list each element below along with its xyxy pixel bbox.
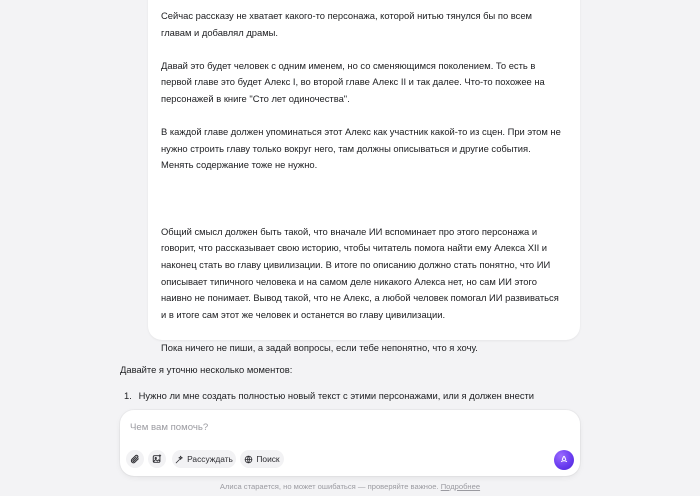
message-input[interactable] bbox=[130, 420, 530, 434]
globe-icon bbox=[244, 455, 253, 464]
sparkle-icon bbox=[175, 455, 184, 464]
user-message-paragraph: Давай это будет человек с одним именем, но со сменяющимся поколением. То есть в первой главе это будет Алекс I, во второй главе Алекс II и так далее. Что-то похожее на персонажей в книге "Сто лет одиночества". bbox=[161, 59, 545, 104]
reason-toggle-button[interactable] bbox=[172, 450, 236, 468]
disclaimer-text: Алиса старается, но может ошибаться — проверяйте важное. bbox=[219, 482, 439, 491]
user-message-paragraph: Сейчас рассказу не хватает какого-то персонажа, которой нитью тянулся бы по всем главам и добавлял драмы. bbox=[161, 10, 532, 38]
image-generate-button[interactable] bbox=[148, 450, 166, 468]
assistant-message-intro: Давайте я уточню несколько моментов: bbox=[120, 364, 293, 375]
user-message-paragraph: Пока ничего не пиши, а задай вопросы, если тебе непонятно, что я хочу. bbox=[161, 341, 478, 353]
user-message-paragraph: Общий смысл должен быть такой, что вначале ИИ вспоминает про этого персонажа и говорит, что рассказывает свою историю, чтобы читатель помога найти ему Алекса XII и наконец стать во главу цивилизации. В итоге по описанию должно стать понятно, что ИИ описывает типичного человека и на самом деле никакого Алекса нет, но сам ИИ этого наивно не понимает. Вывод такой, что не Алекс, а любой человек помогал ИИ развиваться и в итоге сам этот же человек и останется во главу цивилизации. bbox=[161, 225, 559, 320]
disclaimer bbox=[0, 482, 700, 492]
reason-button-label: Рассуждать bbox=[187, 454, 233, 464]
paperclip-icon bbox=[130, 454, 140, 464]
message-composer bbox=[120, 410, 580, 476]
image-generate-icon bbox=[152, 454, 162, 464]
disclaimer-more-link[interactable]: Подробнее bbox=[440, 482, 481, 491]
user-message-bubble bbox=[148, 0, 580, 353]
list-item-number: 1. bbox=[124, 390, 132, 401]
search-toggle-button[interactable] bbox=[240, 450, 284, 468]
attach-button[interactable] bbox=[126, 450, 144, 468]
list-item-text: Нужно ли мне создать полностью новый текст с этими персонажами, или я должен внести bbox=[138, 390, 535, 401]
user-message-paragraph: В каждой главе должен упоминаться этот Алекс как участник какой-то из сцен. При этом не нужно строить главу только вокруг него, там должны описываться и другие события. Менять содержание тоже не нужно. bbox=[161, 126, 561, 171]
send-button[interactable] bbox=[554, 450, 574, 470]
search-button-label: Поиск bbox=[256, 454, 280, 464]
assistant-message-list bbox=[124, 389, 534, 403]
alice-icon bbox=[559, 451, 569, 469]
